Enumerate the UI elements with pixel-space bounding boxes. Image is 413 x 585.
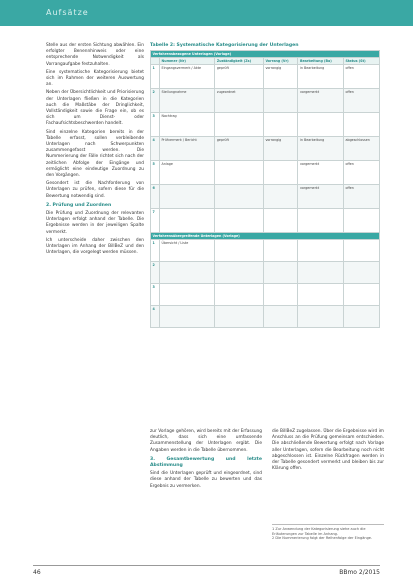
table-cell: Übersicht / Liste	[160, 240, 215, 262]
table-cell: abgeschlossen	[343, 137, 379, 161]
left-column	[46, 43, 144, 431]
table-row	[151, 113, 380, 137]
table-cell: vorgemerkt	[298, 89, 344, 113]
column-header: Vorrang (Vr)	[263, 58, 298, 65]
table-row	[151, 209, 380, 233]
table-cell	[298, 284, 344, 306]
paragraph: Sind einzelne Kategorien bereits in der Tabelle erfasst, sollen verbleibende Unterlagen nach Schwerpunkten zusammengefasst werden. Die Nummerierung der Fälle richtet sich nach der zeitlichen Abfolge der Eingänge und ermöglicht eine eindeutige Zuordnung zu den Vorgängen.	[46, 129, 144, 179]
table-row	[151, 161, 380, 185]
table-cell: in Bearbeitung	[298, 137, 344, 161]
table-cell: Stellungnahme	[160, 89, 215, 113]
table-cell: vorgemerkt	[298, 185, 344, 209]
table-body-2	[151, 240, 380, 328]
table-row	[151, 306, 380, 328]
table-cell: Eingangsvermerk / Akte	[160, 65, 215, 89]
table-cell: offen	[343, 161, 379, 185]
row-number: 2	[151, 262, 160, 284]
table-row	[151, 89, 380, 113]
footnotes	[272, 524, 384, 541]
row-number: 4	[151, 306, 160, 328]
table-row	[151, 65, 380, 89]
table-cell	[263, 209, 298, 233]
table-row	[151, 240, 380, 262]
bottom-column-2	[272, 429, 384, 521]
section-heading: 2. Prüfung und Zuordnen	[46, 202, 112, 208]
paragraph: Eine systematische Kategorisierung bietet sich im Rahmen der weiteren Auswertung an.	[46, 69, 144, 88]
table-cell	[263, 89, 298, 113]
row-number: 7	[151, 209, 160, 233]
table-cell	[298, 262, 344, 284]
table-row	[151, 137, 380, 161]
table-cell: Nachtrag	[160, 113, 215, 137]
row-number: 2	[151, 89, 160, 113]
column-header: Bearbeitung (Ba)	[298, 58, 344, 65]
footer-divider	[33, 565, 380, 566]
table-band: Verfahrensübergreifende Unterlagen (Vorlage)	[151, 233, 380, 240]
table-cell	[263, 113, 298, 137]
table-cell	[160, 306, 215, 328]
table-body-1	[151, 65, 380, 233]
paragraph: zur Vorlage gehören, wird bereits mit der Erfassung deutlich, dass sich eine umfassende Zusammenstellung der Unterlagen ergibt. Die Angaben werden in die Tabelle übernommen.	[150, 429, 262, 453]
page-number: 46	[33, 569, 41, 576]
row-number: 3	[151, 284, 160, 306]
paragraph: Ich unterscheide daher zwischen den Unterlagen im Anhang der BillBeZ und den Unterlagen, die vorgelegt werden müssen.	[46, 237, 144, 256]
table-cell	[160, 185, 215, 209]
table-cell: vorgemerkt	[298, 161, 344, 185]
table-cell	[263, 306, 298, 328]
table-cell	[298, 240, 344, 262]
table-cell	[263, 240, 298, 262]
table-cell: geprüft	[215, 137, 264, 161]
row-number: 4	[151, 137, 160, 161]
row-number: 1	[151, 65, 160, 89]
table-cell	[343, 240, 379, 262]
section-title: Aufsätze	[46, 8, 89, 17]
table-cell: in Bearbeitung	[298, 65, 344, 89]
column-header: Zuständigkeit (Zs)	[215, 58, 264, 65]
table-cell: offen	[343, 89, 379, 113]
table-cell	[160, 262, 215, 284]
table-title: Tabelle 2: Systematische Kategorisierung der Unterlagen	[150, 43, 299, 48]
table-cell	[160, 284, 215, 306]
table-cell: geprüft	[215, 65, 264, 89]
table-cell: Prüfvermerk / Bericht	[160, 137, 215, 161]
row-number: 1	[151, 240, 160, 262]
table-cell	[215, 185, 264, 209]
table-row	[151, 284, 380, 306]
paragraph: die BillBeZ zugelassen. Über die Ergebnisse wird im Anschluss an die Prüfung gemeinsam entschieden. Die abschließende Bewertung erfolgt nach Vorlage aller Unterlagen, sofern die Bearbeitung noch nicht abgeschlossen ist. Einzelne Rückfragen werden in der Tabelle gesondert vermerkt und bleiben bis zur Klärung offen.	[272, 429, 384, 472]
footnote: 1 Zur Anwendung der Kategorisierung siehe auch die Erläuterungen zur Tabelle im Anhang.	[272, 527, 366, 536]
table-cell	[215, 284, 264, 306]
journal-issue: BBmo 2/2015	[339, 569, 380, 576]
table-cell	[298, 113, 344, 137]
section-heading: 3. Gesamtbewertung und letzte Abstimmung	[150, 456, 262, 469]
table-cell	[263, 284, 298, 306]
table-cell	[215, 161, 264, 185]
table-cell: Anlage	[160, 161, 215, 185]
table-cell: offen	[343, 185, 379, 209]
table-row	[151, 262, 380, 284]
row-number: 6	[151, 185, 160, 209]
footnote: 2 Die Nummerierung folgt der Reihenfolge der Eingänge.	[272, 536, 373, 541]
table-cell	[343, 113, 379, 137]
table-header-row	[151, 58, 380, 65]
table-cell	[160, 209, 215, 233]
row-number: 5	[151, 161, 160, 185]
table-cell: zugeordnet	[215, 89, 264, 113]
table-cell	[298, 306, 344, 328]
table-cell	[298, 209, 344, 233]
table-cell: offen	[343, 65, 379, 89]
paragraph: Neben der Übersichtlichkeit und Priorisierung der Unterlagen fließen in die Kategorien auch die Maßstäbe der Dringlichkeit, Vollständigkeit sowie die Frage ein, ob es sich um Dienst- oder Fachaufsichtsbeschwerden handelt.	[46, 90, 144, 127]
table-cell	[263, 185, 298, 209]
column-header: Nummer (Nr)	[160, 58, 215, 65]
paragraph: Die Prüfung und Zuordnung der relevanten Unterlagen erfolgt anhand der Tabelle. Die Ergebnisse werden in der jeweiligen Spalte vermerkt.	[46, 211, 144, 235]
table-cell	[343, 284, 379, 306]
table-cell: vorrangig	[263, 137, 298, 161]
row-number: 3	[151, 113, 160, 137]
bottom-column-1	[150, 429, 262, 559]
table-band: Verfahrensbezogene Unterlagen (Vorlage)	[151, 51, 380, 58]
column-header: Status (St)	[343, 58, 379, 65]
table-cell	[215, 240, 264, 262]
categorization-table	[150, 50, 380, 328]
table-cell	[215, 306, 264, 328]
paragraph: Gesondert ist die Nachforderung von Unterlagen zu prüfen, sofern diese für die Bewertung notwendig sind.	[46, 181, 144, 199]
table-cell	[263, 161, 298, 185]
paragraph: Stelle aus der ersten Sichtung abwählen. Ein erfolgter Benennhinweis oder eine entsprechende Notwendigkeit als Vorrangaufgabe festzuhalten.	[46, 43, 144, 67]
table-cell	[215, 262, 264, 284]
table-cell: vorrangig	[263, 65, 298, 89]
table-row	[151, 185, 380, 209]
paragraph: Sind die Unterlagen geprüft und eingeordnet, sind diese anhand der Tabelle zu bewerten und das Ergebnis zu vermerken.	[150, 471, 262, 489]
page-header-band	[0, 0, 413, 26]
table-cell	[343, 306, 379, 328]
table-cell	[215, 113, 264, 137]
table-cell	[343, 262, 379, 284]
table-cell	[263, 262, 298, 284]
table-cell	[343, 209, 379, 233]
table-cell	[215, 209, 264, 233]
